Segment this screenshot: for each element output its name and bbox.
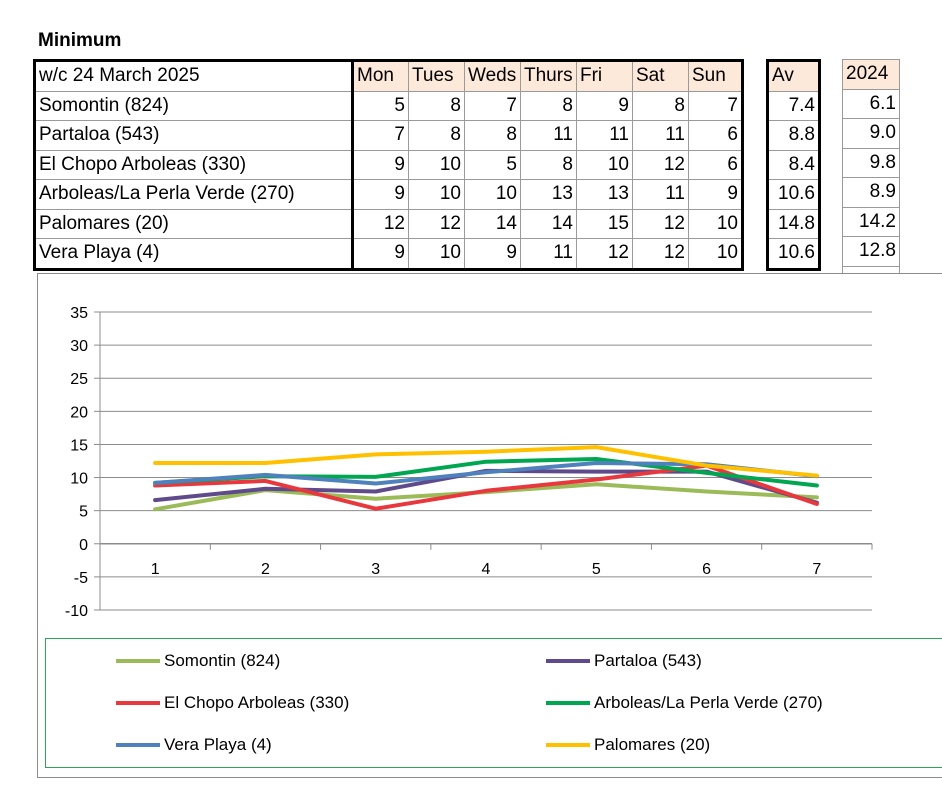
day-header: Sat [633,61,689,92]
legend-swatch [546,659,590,663]
temp-cell: 9 [353,239,409,270]
day-header: Thurs [521,61,577,92]
av-cell: 14.8 [768,209,820,239]
legend-item [116,735,272,755]
temp-cell: 10 [409,180,465,210]
temp-cell: 11 [633,121,689,151]
x-tick-label: 2 [260,560,270,578]
legend-swatch [116,743,160,747]
temp-cell: 7 [689,91,743,121]
legend-label: El Chopo Arboleas (330) [164,693,350,712]
y-tick-label: 0 [79,536,88,554]
av-cell: 7.4 [768,91,820,121]
station-name: Palomares (20) [35,209,353,239]
av-cell: 8.4 [768,150,820,180]
temp-cell: 6 [689,121,743,151]
legend-label: Somontin (824) [164,651,281,670]
temp-cell: 10 [689,239,743,270]
temp-cell: 14 [465,209,521,239]
legend-swatch [546,701,590,705]
temp-cell: 12 [577,239,633,270]
av-cell: 10.6 [768,180,820,210]
year-cell: 6.1 [843,89,900,119]
x-tick-label: 4 [481,560,491,578]
year-cell: 9.8 [843,148,900,178]
av-header: Av [768,61,820,92]
station-name: Arboleas/La Perla Verde (270) [35,180,353,210]
y-tick-label: 35 [70,305,88,322]
day-header: Mon [353,61,409,92]
legend-item [116,693,349,713]
legend-label: Arboleas/La Perla Verde (270) [594,693,823,712]
legend-item [546,693,823,713]
x-tick-label: 7 [812,560,822,578]
temp-cell: 10 [409,239,465,270]
station-name: Partaloa (543) [35,121,353,151]
av-cell: 8.8 [768,121,820,151]
y-tick-label: 5 [79,503,88,521]
y-tick-label: -10 [64,603,88,620]
y-tick-label: 25 [70,371,88,389]
temp-cell: 10 [689,209,743,239]
temp-cell: 12 [409,209,465,239]
temp-cell: 10 [577,150,633,180]
temp-cell: 12 [633,150,689,180]
temp-cell: 9 [353,180,409,210]
temp-cell: 11 [521,121,577,151]
temp-cell: 6 [689,150,743,180]
year-cell: 9.0 [843,119,900,149]
temp-cell: 8 [521,91,577,121]
station-name: Somontin (824) [35,91,353,121]
station-name: El Chopo Arboleas (330) [35,150,353,180]
legend-label: Palomares (20) [594,735,711,754]
temp-cell: 5 [465,150,521,180]
week-label: w/c 24 March 2025 [35,61,353,92]
legend-swatch [116,701,160,705]
x-tick-label: 5 [591,560,601,578]
legend-swatch [546,743,590,747]
temp-cell: 9 [353,150,409,180]
y-tick-label: -5 [73,569,88,587]
day-header: Sun [689,61,743,92]
chart-legend [45,638,942,768]
temp-cell: 5 [353,91,409,121]
x-tick-label: 3 [371,560,381,578]
legend-swatch [116,659,160,663]
legend-item [546,735,710,755]
legend-label: Partaloa (543) [594,651,702,670]
temp-cell: 7 [353,121,409,151]
temp-cell: 11 [633,180,689,210]
station-name: Vera Playa (4) [35,239,353,270]
day-header: Fri [577,61,633,92]
temp-cell: 15 [577,209,633,239]
y-tick-label: 20 [70,404,88,422]
y-tick-label: 30 [70,338,88,356]
year-cell: 8.9 [843,178,900,208]
temp-cell: 13 [521,180,577,210]
temp-cell: 8 [521,150,577,180]
x-tick-label: 6 [702,560,712,578]
temp-cell: 10 [409,150,465,180]
temp-cell: 8 [633,91,689,121]
temp-cell: 8 [409,91,465,121]
legend-label: Vera Playa (4) [164,735,272,754]
temp-cell: 13 [577,180,633,210]
day-header: Tues [409,61,465,92]
temp-cell: 8 [465,121,521,151]
av-cell: 10.6 [768,239,820,270]
temp-cell: 8 [409,121,465,151]
temp-cell: 11 [577,121,633,151]
temp-cell: 12 [633,239,689,270]
temp-cell: 11 [521,239,577,270]
temp-cell: 9 [577,91,633,121]
temp-cell: 12 [353,209,409,239]
legend-item [546,651,702,671]
temp-cell: 9 [689,180,743,210]
temp-cell: 12 [633,209,689,239]
day-header: Weds [465,61,521,92]
temp-cell: 10 [465,180,521,210]
page-title: Minimum [38,30,122,51]
year-cell: 14.2 [843,207,900,237]
y-tick-label: 10 [70,470,88,488]
temp-cell: 14 [521,209,577,239]
y-tick-label: 15 [70,437,88,455]
year-header: 2024 [843,60,900,90]
year-cell: 12.8 [843,237,900,267]
x-tick-label: 1 [150,560,160,578]
temp-cell: 9 [465,239,521,270]
temp-cell: 7 [465,91,521,121]
legend-item [116,651,280,671]
